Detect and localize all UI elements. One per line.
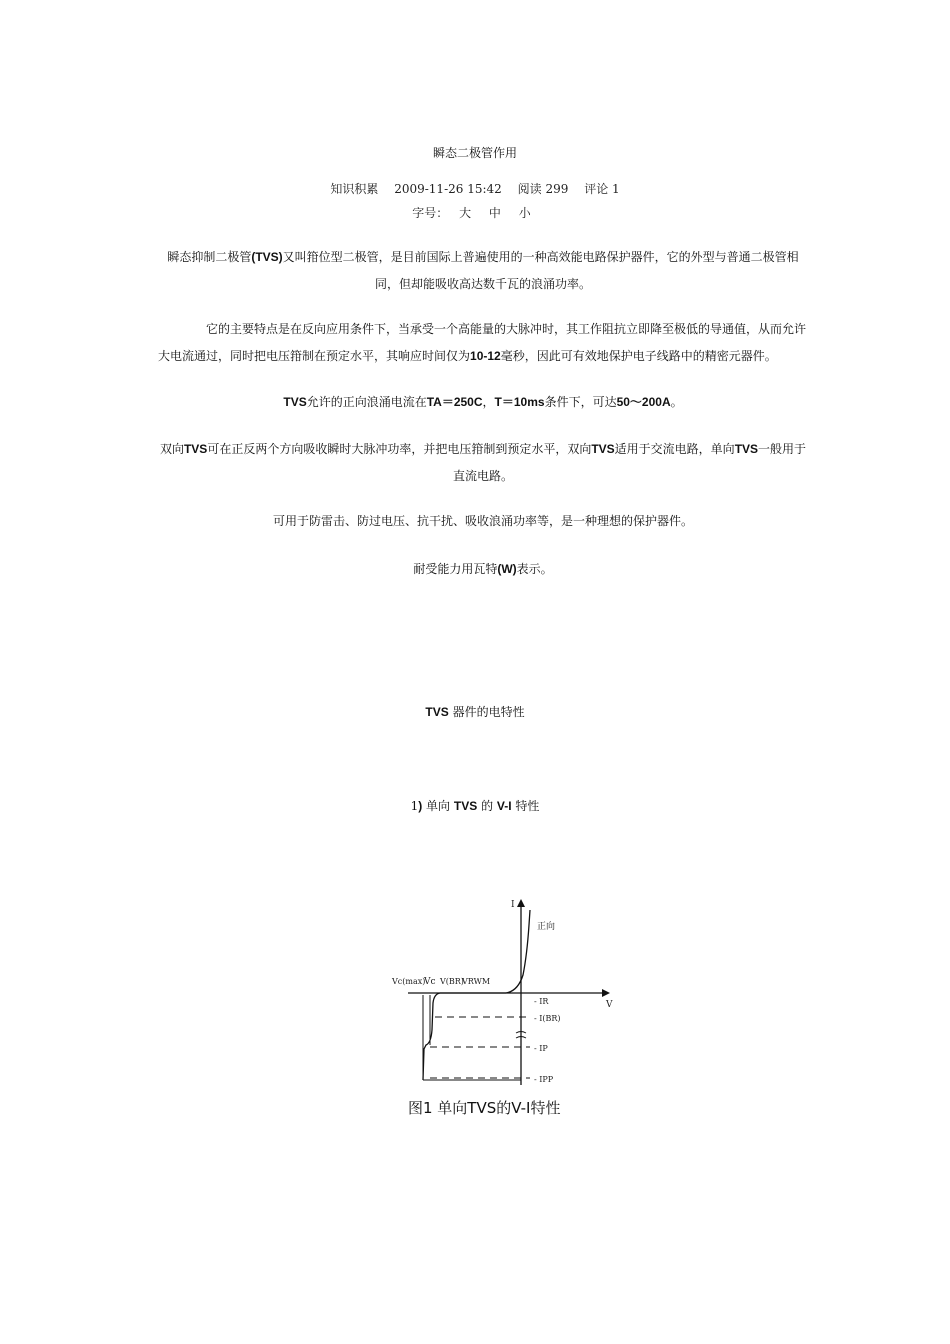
article-title: 瞬态二极管作用: [432, 146, 517, 160]
subsection-heading: 1) 单向 TVS 的 V-I 特性: [410, 799, 540, 813]
label-ipp: - IPP: [534, 1075, 554, 1084]
label-ir: - IR: [534, 997, 549, 1006]
meta-category[interactable]: 知识积累: [330, 182, 379, 196]
font-size-label: 字号：: [412, 206, 449, 220]
label-ip: - IP: [534, 1044, 548, 1053]
meta-datetime: 2009-11-26 15:42: [394, 182, 502, 196]
font-size-selector: [0, 204, 950, 221]
label-v-axis: V: [606, 1000, 613, 1010]
label-vbr: V(BR): [440, 977, 464, 986]
reverse-curve: [423, 993, 506, 1080]
section-heading: TVS 器件的电特性: [425, 705, 525, 719]
label-vc: Vc: [424, 977, 436, 987]
font-size-large[interactable]: 大: [459, 206, 472, 220]
label-i-axis: I: [511, 900, 515, 910]
font-size-small[interactable]: 小: [518, 206, 531, 220]
meta-comments[interactable]: 评论 1: [584, 182, 620, 196]
label-ibr: - I(BR): [534, 1014, 561, 1023]
vi-characteristic-figure: [390, 895, 630, 1125]
article-meta: [0, 180, 950, 197]
paragraph-3: TVS允许的正向浪涌电流在TA＝250C，T＝10ms条件下，可达50～200A。: [283, 395, 683, 409]
forward-curve: [506, 910, 530, 993]
paragraph-6: 耐受能力用瓦特(W)表示。: [413, 562, 553, 576]
font-size-medium[interactable]: 中: [488, 206, 501, 220]
paragraph-1: 瞬态抑制二极管(TVS)又叫箝位型二极管，是目前国际上普遍使用的一种高效能电路保护器件，它的外型与普通二极管相同，但却能吸收高达数千瓦的浪涌功率。: [167, 250, 799, 291]
label-vrwm: VRWM: [462, 977, 491, 986]
paragraph-2: 它的主要特点是在反向应用条件下，当承受一个高能量的大脉冲时，其工作阻抗立即降至极低的导通值，从而允许大电流通过，同时把电压箝制在预定水平，其响应时间仅为10-12毫秒，因此可有效地保护电子线路中的精密元器件。: [158, 322, 807, 363]
label-forward: 正向: [537, 922, 556, 932]
v-axis-arrow: [602, 989, 610, 997]
paragraph-4: 双向TVS可在正反两个方向吸收瞬时大脉冲功率，并把电压箝制到预定水平，双向TVS适用于交流电路，单向TVS一般用于直流电路。: [159, 442, 807, 483]
i-axis-arrow: [517, 899, 525, 907]
vi-curve-diagram: [390, 895, 630, 1125]
label-vc-max: Vc(max): [392, 977, 426, 986]
figure-caption: 图1 单向TVS的V-I特性: [408, 1099, 561, 1117]
meta-reads: 阅读 299: [517, 182, 569, 196]
paragraph-5: 可用于防雷击、防过电压、抗干扰、吸收浪涌功率等，是一种理想的保护器件。: [272, 514, 693, 528]
